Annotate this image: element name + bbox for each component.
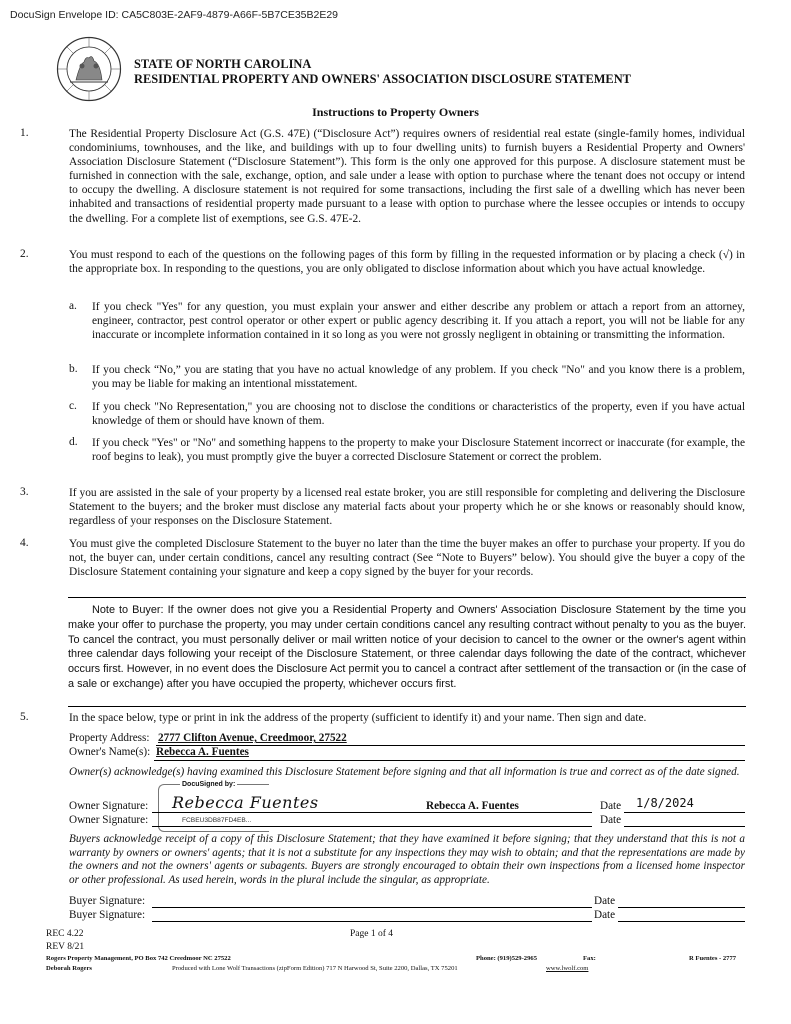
buyer-signature-line-2[interactable] xyxy=(152,921,592,922)
owner-signature-image[interactable]: Rebecca Fuentes xyxy=(172,793,319,812)
title-form: RESIDENTIAL PROPERTY AND OWNERS' ASSOCIATION DISCLOSURE STATEMENT xyxy=(134,72,631,86)
owner-printed-name: Rebecca A. Fuentes xyxy=(426,800,519,812)
title-state: STATE OF NORTH CAROLINA xyxy=(134,57,312,71)
buyer-signature-label: Buyer Signature: xyxy=(69,895,146,907)
instruction-subitem-b: If you check “No,” you are stating that you have no actual knowledge of any problem. If you check "No" and you know there is a problem, you may be liable for making an intentional misstatement. xyxy=(92,364,745,391)
footer-phone: Phone: (919)529-2965 xyxy=(476,955,537,962)
buyer-date-line[interactable] xyxy=(618,907,745,908)
buyer-signature-label-2: Buyer Signature: xyxy=(69,909,146,921)
subitem-letter: b. xyxy=(69,363,78,375)
date-underline-2[interactable] xyxy=(624,826,745,827)
owner-signature-label: Owner Signature: xyxy=(69,800,149,812)
item-number: 3. xyxy=(20,486,29,498)
instruction-item-1: The Residential Property Disclosure Act (G.S. 47E) (“Disclosure Act”) requires owners of residential real estate (single-family homes, individual condominiums, townhouses, and the like, and buildings with up to four dwelling units) to furnish buyers a Residential Property and Owners' Association Disclosure Statement (“Disclosure Statement”). This form is the only one approved for this purpose. A disclosure statement must be furnished in connection with the sale, exchange, option, and sale under a lease with option to purchase where the tenant does not occupy or intend to occupy the dwelling. A disclosure statement is not required for some transactions, including the first sale of a dwelling which has never been inhabited and transactions of residential property made pursuant to a lease with option to purchase where the lessee occupies or intends to occupy the dwelling. For a complete list of exemptions, see G.S. 47E-2. xyxy=(69,128,745,225)
form-rev: REV 8/21 xyxy=(46,942,85,952)
instructions-heading: Instructions to Property Owners xyxy=(312,105,479,119)
subitem-letter: c. xyxy=(69,400,77,412)
instruction-item-4: You must give the completed Disclosure Statement to the buyer no later than the time the buyer makes an offer to purchase your property. If you do not, the buyer can, under certain conditions, cancel any resulting contract (See “Note to Buyers” below). You should give the buyer a copy of the Disclosure Statement containing your signature and keep a copy signed by the buyer for your records. xyxy=(69,538,745,579)
item-number: 5. xyxy=(20,711,29,723)
footer-fax: Fax: xyxy=(583,955,596,962)
footer-produced-with: Produced with Lone Wolf Transactions (zipForm Edition) 717 N Harwood St, Suite 2200, Dallas, TX 75201 xyxy=(172,965,458,972)
buyer-date-label-2: Date xyxy=(594,909,616,921)
instruction-item-3: If you are assisted in the sale of your property by a licensed real estate broker, you are still responsible for completing and delivering the Disclosure Statement to the buyers; and the broker must disclose any material facts about your property which he or she knows or reasonably should know, regardless of your responses on the Disclosure Statement. xyxy=(69,487,745,528)
owner-signature-line-2[interactable] xyxy=(152,826,592,827)
footer-url-link[interactable]: www.lwolf.com xyxy=(546,965,589,972)
item-number: 1. xyxy=(20,127,29,139)
footer-person: Deborah Rogers xyxy=(46,965,92,972)
property-address-label: Property Address: xyxy=(69,732,150,744)
buyer-date-line-2[interactable] xyxy=(618,921,745,922)
owner-date-field[interactable]: 1/8/2024 xyxy=(636,796,694,810)
owners-underline xyxy=(154,760,745,761)
instruction-subitem-d: If you check "Yes" or "No" and something happens to the property to make your Disclosure Statement incorrect or inaccurate (for example, the roof begins to leak), you must promptly give the buyer a corrected Disclosure Statement or correct the problem. xyxy=(92,437,745,464)
buyer-signature-line[interactable] xyxy=(152,907,592,908)
buyer-date-label: Date xyxy=(594,895,616,907)
date-label-2: Date xyxy=(600,814,622,826)
owner-acknowledgment: Owner(s) acknowledge(s) having examined this Disclosure Statement before signing and that all information is true and correct as of the date signed. xyxy=(69,766,740,778)
date-underline xyxy=(624,812,745,813)
owners-name-field[interactable]: Rebecca A. Fuentes xyxy=(156,746,249,758)
subitem-letter: d. xyxy=(69,436,78,448)
instruction-item-2: You must respond to each of the questions on the following pages of this form by filling in the requested information or by placing a check (√) in the appropriate box. In responding to the questions, you are only obligated to disclose information about which you have actual knowledge. xyxy=(69,249,745,276)
instruction-item-5: In the space below, type or print in ink the address of the property (sufficient to identify it) and your name. Then sign and date. xyxy=(69,712,647,724)
footer-doc-name: R Fuentes - 2777 xyxy=(689,955,737,962)
subitem-letter: a. xyxy=(69,300,77,312)
docusigned-by-label: DocuSigned by: xyxy=(182,781,236,788)
instruction-subitem-c: If you check "No Representation," you are choosing not to disclose the conditions or characteristics of the property, even if you have actual knowledge of them or should have known of them. xyxy=(92,401,745,428)
property-address-field[interactable]: 2777 Clifton Avenue, Creedmoor, 27522 xyxy=(158,732,347,744)
buyer-acknowledgment: Buyers acknowledge receipt of a copy of this Disclosure Statement; that they have examined it before signing; that they understand that this is not a warranty by owners or owners' agents; that it is not a substitute for any inspections they may wish to obtain; and that the representations are made by the owners and not the owners' agents or subagents. Buyers are strongly encouraged to obtain their own inspections from a licensed home inspector or other professional. As used herein, words in the plural include the singular, as appropriate. xyxy=(69,833,745,886)
form-rec: REC 4.22 xyxy=(46,929,84,939)
docusign-code: FCBEU3DB87FD4EB... xyxy=(182,817,252,824)
page-number: Page 1 of 4 xyxy=(350,929,394,939)
owner-signature-label-2: Owner Signature: xyxy=(69,814,149,826)
note-to-buyer: Note to Buyer: If the owner does not give you a Residential Property and Owners' Association Disclosure Statement by the time you make your offer to purchase the property, you may under certain conditions cancel any resulting contract without penalty to you as the buyer. To cancel the contract, you must personally deliver or mail written notice of your decision to cancel to the owner or the owner's agent within three calendar days following your receipt of the Disclosure Statement, or three calendar days following the date of the contract, whichever occurs first. However, in no event does the Disclosure Act permit you to cancel a contract after settlement of the transaction or (in the case of a sale or exchange) after you have occupied the property, whichever occurs first. xyxy=(68,604,746,690)
state-seal-logo xyxy=(56,36,122,102)
owner-signature-line xyxy=(152,812,592,813)
footer-company: Rogers Property Management, PO Box 742 Creedmoor NC 27522 xyxy=(46,955,231,962)
date-label: Date xyxy=(600,800,622,812)
instruction-subitem-a: If you check "Yes" for any question, you must explain your answer and either describe any problem or attach a report from an attorney, engineer, contractor, pest control operator or other expert or public agency describing it. If you attach a report, you will not be liable for any inaccurate or incomplete information contained in it so long as you were not grossly negligent in obtaining or transmitting the information. xyxy=(92,301,745,342)
owners-name-label: Owner's Name(s): xyxy=(69,746,151,758)
envelope-id: DocuSign Envelope ID: CA5C803E-2AF9-4879-A66F-5B7CE35B2E29 xyxy=(10,9,339,21)
item-number: 4. xyxy=(20,537,29,549)
item-number: 2. xyxy=(20,248,29,260)
